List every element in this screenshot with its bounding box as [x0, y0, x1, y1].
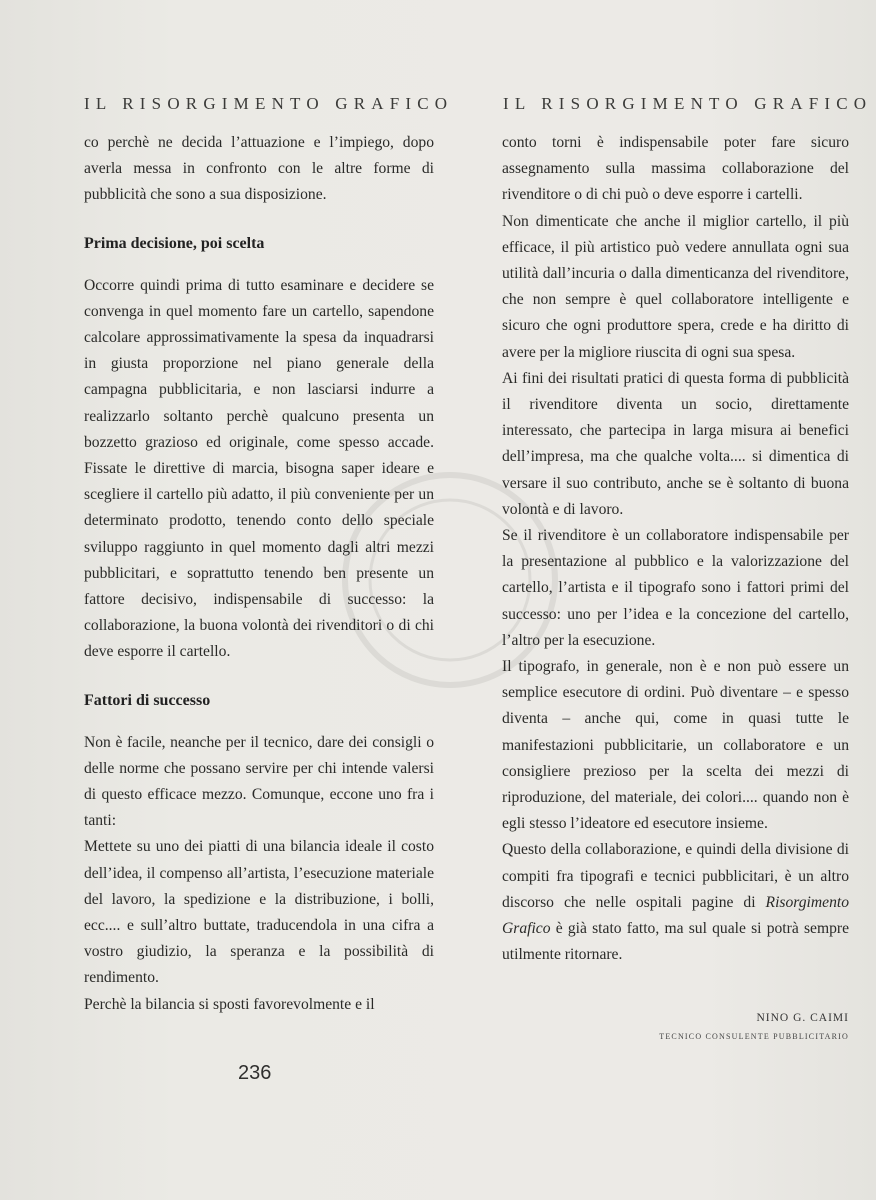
paragraph: Mettete su uno dei piatti di una bilancia ideale il costo dell’idea, il compenso all’artista, l’esecuzione materiale del lavoro, la spedizione e la distribuzione, i bolli, ecc.... e sull’altro buttate, traducendola in una cifra a vostro giudizio, la speranza e la possibilità di rendimento.: [84, 838, 434, 987]
section-heading: Prima decisione, poi scelta: [84, 234, 265, 252]
paragraph: Non dimenticate che anche il miglior cartello, il più efficace, il più artistico può vedere annullata ogni sua utilità dall’incuria o dalla dimenticanza del rivenditore, che non sempre è quel collaboratore intelligente e sicuro che ogni produttore spera, crede e ha diritto di avere per la migliore riuscita di ogni sua spesa.: [502, 212, 849, 361]
paragraph: Non è facile, neanche per il tecnico, dare dei consigli o delle norme che possano servire per chi intende valersi di questo efficace mezzo. Comunque, eccone uno fra i tanti:: [84, 733, 434, 830]
author-title: TECNICO CONSULENTE PUBBLICITARIO: [659, 1032, 849, 1041]
paragraph: Ai fini dei risultati pratici di questa forma di pubblicità il rivenditore diventa un socio, direttamente interessato, che partecipa in larga misura ai benefici dell’impresa, ma che qualche volta.... si dimentica di versare il suo contributo, anche se è soltanto di buona volontà e di lavoro.: [502, 369, 849, 518]
text-run: è già stato fatto, ma sul quale si potrà sempre utilmente ritornare.: [502, 920, 849, 964]
paragraph: co perchè ne decida l’attuazione e l’impiego, dopo averla messa in confronto con le altre forme di pubblicità che sono a sua disposizione.: [84, 134, 434, 204]
page-number: 236: [238, 1062, 272, 1084]
running-head-left: IL RISORGIMENTO GRAFICO: [84, 94, 454, 113]
left-column: [84, 130, 434, 1018]
section-heading: Fattori di successo: [84, 691, 211, 709]
paragraph: Il tipografo, in generale, non è e non può essere un semplice esecutore di ordini. Può diventare – e spesso diventa – anche qui, come in quasi tutte le manifestazioni pubblicitarie, un collaboratore e un consigliere prezioso per la scelta dei mezzi di riproduzione, del materiale, dei colori.... quando non è egli stesso l’ideatore ed esecutore insieme.: [502, 658, 849, 833]
paragraph: Perchè la bilancia si sposti favorevolmente e il: [84, 995, 375, 1013]
right-column: [502, 130, 849, 969]
running-head-right: IL RISORGIMENTO GRAFICO: [503, 94, 873, 113]
paragraph: Se il rivenditore è un collaboratore indispensabile per la presentazione al pubblico e la valorizzazione del cartello, l’artista e il tipografo sono i fattori primi del successo: uno per l’idea e la concezione del cartello, l’altro per la esecuzione.: [502, 527, 849, 649]
italic-title: Risorgimento Grafico: [502, 893, 849, 938]
text-run: Questo della collaborazione, e quindi della divisione di compiti fra tipografi e tecnici pubblicitari, è un altro discorso che nelle ospitali pagine di: [502, 841, 849, 911]
paragraph: [502, 837, 849, 968]
paragraph: conto torni è indispensabile poter fare sicuro assegnamento sulla massima collaborazione del rivenditore o di chi può o deve esporre i cartelli.: [502, 134, 849, 204]
paragraph: Occorre quindi prima di tutto esaminare e decidere se convenga in quel momento fare un cartello, sapendone calcolare approssimativamente la spesa da inquadrarsi in giusta proporzione nel piano generale della campagna pubblicitaria, e non lasciarsi indurre a realizzarlo soltanto perchè qualcuno presenta un bozzetto grazioso ed originale, come spesso accade. Fissate le direttive di marcia, bisogna saper ideare e scegliere il cartello più adatto, il più conveniente per un determinato prodotto, tenendo conto dello speciale sviluppo raggiunto in quel momento dagli altri mezzi pubblicitari, e soprattutto tenendo ben presente un fattore decisivo, indispensabile di successo: la collaborazione, la buona volontà dei rivenditori o di chi deve esporre il cartello.: [84, 276, 434, 661]
author-name: NINO G. CAIMI: [756, 1012, 849, 1024]
